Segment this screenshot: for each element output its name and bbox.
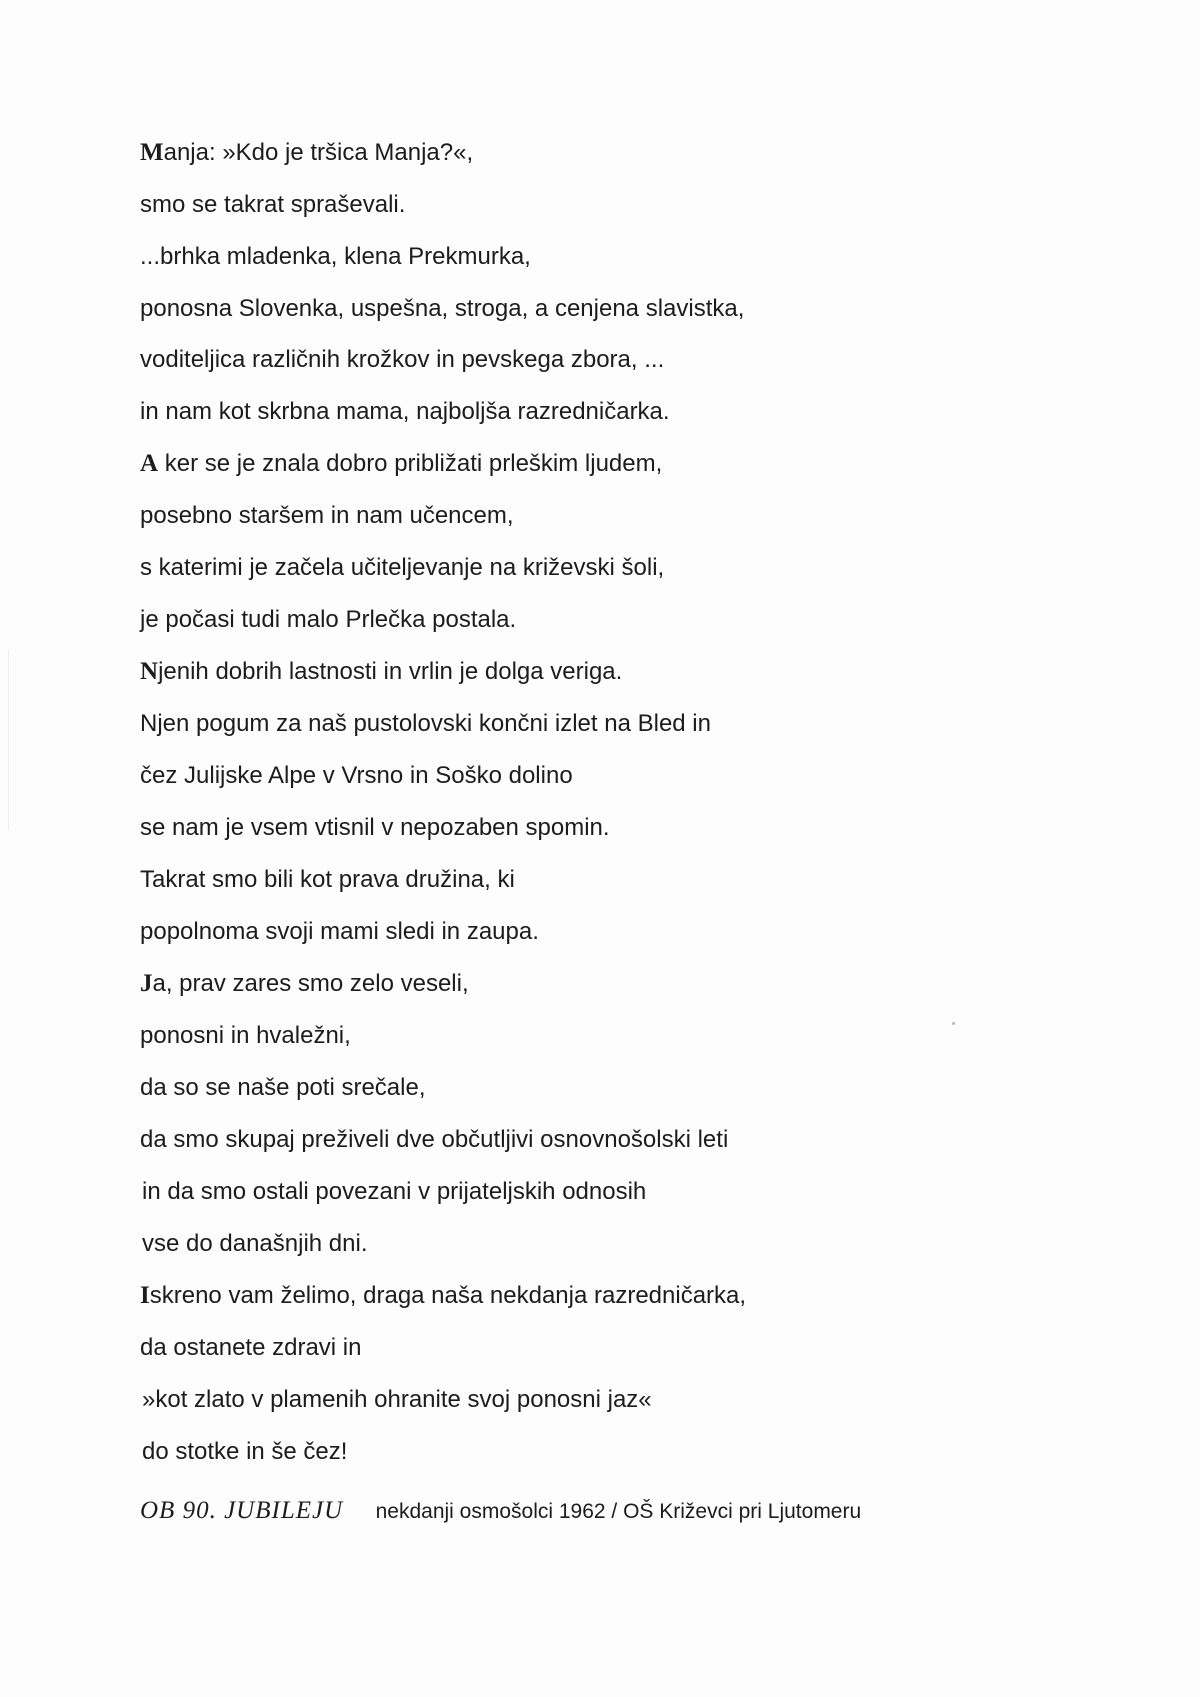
poem-line-20 [140,1125,728,1155]
line-text: posebno staršem in nam učencem, [140,502,514,529]
poem-line-7 [140,449,662,479]
line-text: in nam kot skrbna mama, najboljša razredničarka. [140,398,670,425]
poem-line-17 [140,969,469,999]
poem-line-9 [140,553,664,583]
poem-line-14 [140,813,610,843]
poem-line-23 [140,1281,746,1311]
poem-line-19 [140,1073,426,1103]
poem-line-3 [140,242,531,272]
poem-line-16 [140,917,539,947]
initial-letter: N [140,658,159,685]
jubilee-heading: OB 90. JUBILEJU [140,1497,344,1524]
line-text: da smo skupaj preživeli dve občutljivi osnovnošolski leti [140,1126,729,1153]
line-text: popolnoma svoji mami sledi in zaupa. [140,918,539,945]
footer-signature [140,1497,861,1525]
poem-line-24 [140,1333,361,1363]
line-text: je počasi tudi malo Prlečka postala. [140,606,517,633]
poem-line-22 [142,1229,368,1259]
line-text: vse do današnjih dni. [142,1230,368,1257]
initial-letter: J [140,970,153,997]
line-text: skreno vam želimo, draga naša nekdanja razredničarka, [149,1282,747,1309]
line-text: da ostanete zdravi in [140,1334,362,1361]
line-text: jenih dobrih lastnosti in vrlin je dolga veriga. [158,658,623,685]
signature-text: nekdanji osmošolci 1962 / OŠ Križevci pri Ljutomeru [375,1500,862,1523]
line-text: Njen pogum za naš pustolovski končni izlet na Bled in [140,710,711,737]
poem-line-18 [140,1021,351,1051]
poem-line-26 [142,1437,347,1467]
poem-line-4 [140,294,744,324]
line-text: »kot zlato v plamenih ohranite svoj ponosni jaz« [142,1386,652,1413]
initial-letter: I [140,1282,150,1309]
poem-line-6 [140,397,670,427]
line-text: ponosna Slovenka, uspešna, stroga, a cenjena slavistka, [140,295,745,322]
line-text: voditeljica različnih krožkov in pevskega zbora, ... [140,346,665,373]
line-text: a, prav zares smo zelo veseli, [152,970,469,997]
line-text: in da smo ostali povezani v prijateljskih odnosih [142,1178,647,1205]
poem-line-12 [140,709,711,739]
line-text: čez Julijske Alpe v Vrsno in Soško dolino [140,762,573,789]
line-text: do stotke in še čez! [142,1438,348,1465]
poem-line-25 [142,1385,652,1415]
line-text: ponosni in hvaležni, [140,1022,351,1049]
poem-line-2 [140,190,405,220]
line-text: s katerimi je začela učiteljevanje na križevski šoli, [140,554,665,581]
poem-line-15 [140,865,515,895]
line-text: da so se naše poti srečale, [140,1074,426,1101]
line-text: anja: »Kdo je tršica Manja?«, [163,139,474,166]
scan-edge-mark [8,650,9,830]
line-text: Takrat smo bili kot prava družina, ki [140,866,515,893]
poem-line-5 [140,345,664,375]
initial-letter: M [140,139,164,166]
line-text: smo se takrat spraševali. [140,191,406,218]
line-text: ker se je znala dobro približati prleškim ljudem, [158,450,663,477]
line-text: ...brhka mladenka, klena Prekmurka, [140,243,531,270]
poem-line-13 [140,761,573,791]
poem-line-11 [140,657,622,687]
poem-line-1 [140,138,473,168]
initial-letter: A [140,450,159,477]
line-text: se nam je vsem vtisnil v nepozaben spomin. [140,814,610,841]
scan-dot-mark [952,1022,955,1025]
poem-line-21 [142,1177,646,1207]
poem-line-10 [140,605,516,635]
poem-line-8 [140,501,514,531]
